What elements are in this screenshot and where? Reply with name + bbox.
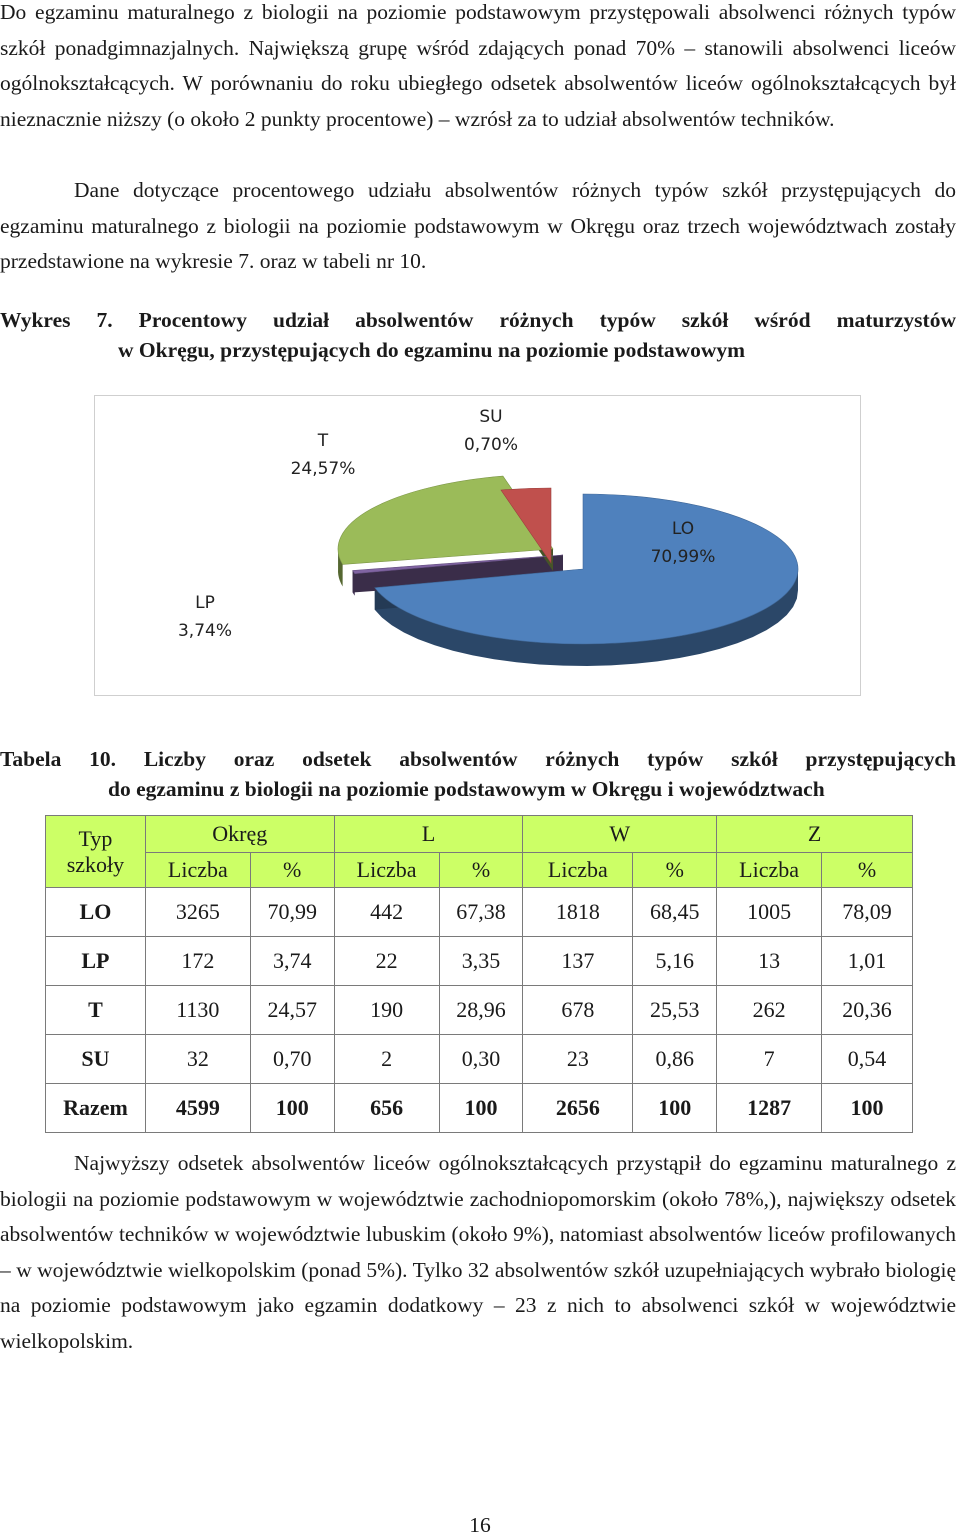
corner-header-line1: Typ: [78, 825, 113, 851]
percent-cell: 100: [250, 1084, 334, 1133]
table-caption-line1: Tabela 10. Liczby oraz odsetek absolwentów różnych typów szkół przystępujących: [0, 747, 956, 771]
sub-header-count: Liczba: [145, 853, 250, 888]
table-row: [46, 937, 913, 986]
count-cell: 3265: [145, 888, 250, 937]
sub-header-percent: %: [633, 853, 717, 888]
pie-slice-value-label: 70,99%: [650, 547, 716, 567]
percent-cell: 100: [439, 1084, 523, 1133]
chart-caption-line1: Wykres 7. Procentowy udział absolwentów różnych typów szkół wśród maturzystów: [0, 308, 956, 332]
count-cell: 4599: [145, 1084, 250, 1133]
count-cell: 172: [145, 937, 250, 986]
sub-header-percent: %: [822, 853, 913, 888]
pie-slice-value-label: 3,74%: [177, 621, 233, 641]
percent-cell: 28,96: [439, 986, 523, 1035]
row-type-cell: LP: [46, 937, 146, 986]
row-type-cell: T: [46, 986, 146, 1035]
intro-paragraph: Do egzaminu maturalnego z biologii na poziomie podstawowym przystępowali absolwenci różnych typów szkół ponadgimnazjalnych. Największą grupę wśród zdających ponad 70% – stanowili absolwenci liceów ogólnokształcących. W porównaniu do roku ubiegłego odsetek absolwentów liceów ogólnokształcących był nieznacznie niższy (o około 2 punkty procentowe) – wzrósł za to udział absolwentów techników.: [0, 0, 956, 131]
page-number: 16: [469, 1513, 491, 1537]
count-cell: 442: [334, 888, 439, 937]
group-header: W: [523, 816, 717, 853]
table-row: [46, 986, 913, 1035]
count-cell: 32: [145, 1035, 250, 1084]
count-cell: 1130: [145, 986, 250, 1035]
corner-header-line2: szkoły: [66, 851, 125, 877]
group-header: L: [334, 816, 523, 853]
pie-slice-name-label: SU: [479, 407, 503, 427]
count-cell: 2656: [523, 1084, 633, 1133]
percent-cell: 0,86: [633, 1035, 717, 1084]
chart-caption: [0, 305, 956, 365]
count-cell: 678: [523, 986, 633, 1035]
percent-cell: 100: [822, 1084, 913, 1133]
pie-chart: [94, 395, 861, 696]
percent-cell: 1,01: [822, 937, 913, 986]
pie-slice-value-label: 24,57%: [290, 459, 356, 479]
row-type-cell: Razem: [46, 1084, 146, 1133]
row-type-cell: SU: [46, 1035, 146, 1084]
count-cell: 262: [717, 986, 822, 1035]
percent-cell: 3,35: [439, 937, 523, 986]
percent-cell: 0,54: [822, 1035, 913, 1084]
school-type-table: [45, 815, 913, 1133]
percent-cell: 0,30: [439, 1035, 523, 1084]
count-cell: 7: [717, 1035, 822, 1084]
percent-cell: 100: [633, 1084, 717, 1133]
pie-slice-name-label: LO: [671, 519, 695, 539]
percent-cell: 78,09: [822, 888, 913, 937]
count-cell: 23: [523, 1035, 633, 1084]
corner-header: [46, 816, 146, 888]
group-header: Z: [717, 816, 913, 853]
count-cell: 2: [334, 1035, 439, 1084]
count-cell: 190: [334, 986, 439, 1035]
table-body: [46, 888, 913, 1133]
percent-cell: 20,36: [822, 986, 913, 1035]
percent-cell: 70,99: [250, 888, 334, 937]
count-cell: 656: [334, 1084, 439, 1133]
count-cell: 1287: [717, 1084, 822, 1133]
data-description-paragraph: Dane dotyczące procentowego udziału absolwentów różnych typów szkół przystępujących do egzaminu maturalnego z biologii na poziomie podstawowym w Okręgu oraz trzech województwach zostały przedstawione na wykresie 7. oraz w tabeli nr 10.: [0, 178, 956, 273]
percent-cell: 3,74: [250, 937, 334, 986]
table-caption: [0, 744, 956, 804]
percent-cell: 25,53: [633, 986, 717, 1035]
count-cell: 22: [334, 937, 439, 986]
sub-header-count: Liczba: [523, 853, 633, 888]
percent-cell: 5,16: [633, 937, 717, 986]
table-caption-line2: do egzaminu z biologii na poziomie podstawowym w Okręgu i województwach: [108, 777, 825, 801]
pie-slice-name-label: T: [317, 431, 329, 451]
pie-slice-value-label: 0,70%: [463, 435, 519, 455]
percent-cell: 67,38: [439, 888, 523, 937]
row-type-cell: LO: [46, 888, 146, 937]
pie-slice-name-label: LP: [195, 593, 215, 613]
sub-header-count: Liczba: [717, 853, 822, 888]
sub-header-percent: %: [250, 853, 334, 888]
chart-caption-line2: w Okręgu, przystępujących do egzaminu na poziomie podstawowym: [118, 338, 746, 362]
table-row: [46, 1035, 913, 1084]
percent-cell: 68,45: [633, 888, 717, 937]
percent-cell: 24,57: [250, 986, 334, 1035]
sub-header-count: Liczba: [334, 853, 439, 888]
count-cell: 13: [717, 937, 822, 986]
sub-header-percent: %: [439, 853, 523, 888]
table-row: [46, 1084, 913, 1133]
count-cell: 1818: [523, 888, 633, 937]
percent-cell: 0,70: [250, 1035, 334, 1084]
summary-paragraph: Najwyższy odsetek absolwentów liceów ogólnokształcących przystąpił do egzaminu maturalnego z biologii na poziomie podstawowym w województwie zachodniopomorskim (około 78%,), największy odsetek absolwentów techników w województwie lubuskim (około 9%), natomiast absolwentów liceów profilowanych – w województwie wielkopolskim (ponad 5%). Tylko 32 absolwentów szkół uzupełniających wybrało biologię na poziomie podstawowym jako egzamin dodatkowy – 23 z nich to absolwenci szkół w województwie wielkopolskim.: [0, 1151, 956, 1353]
table-row: [46, 888, 913, 937]
count-cell: 1005: [717, 888, 822, 937]
count-cell: 137: [523, 937, 633, 986]
group-header: Okręg: [145, 816, 334, 853]
